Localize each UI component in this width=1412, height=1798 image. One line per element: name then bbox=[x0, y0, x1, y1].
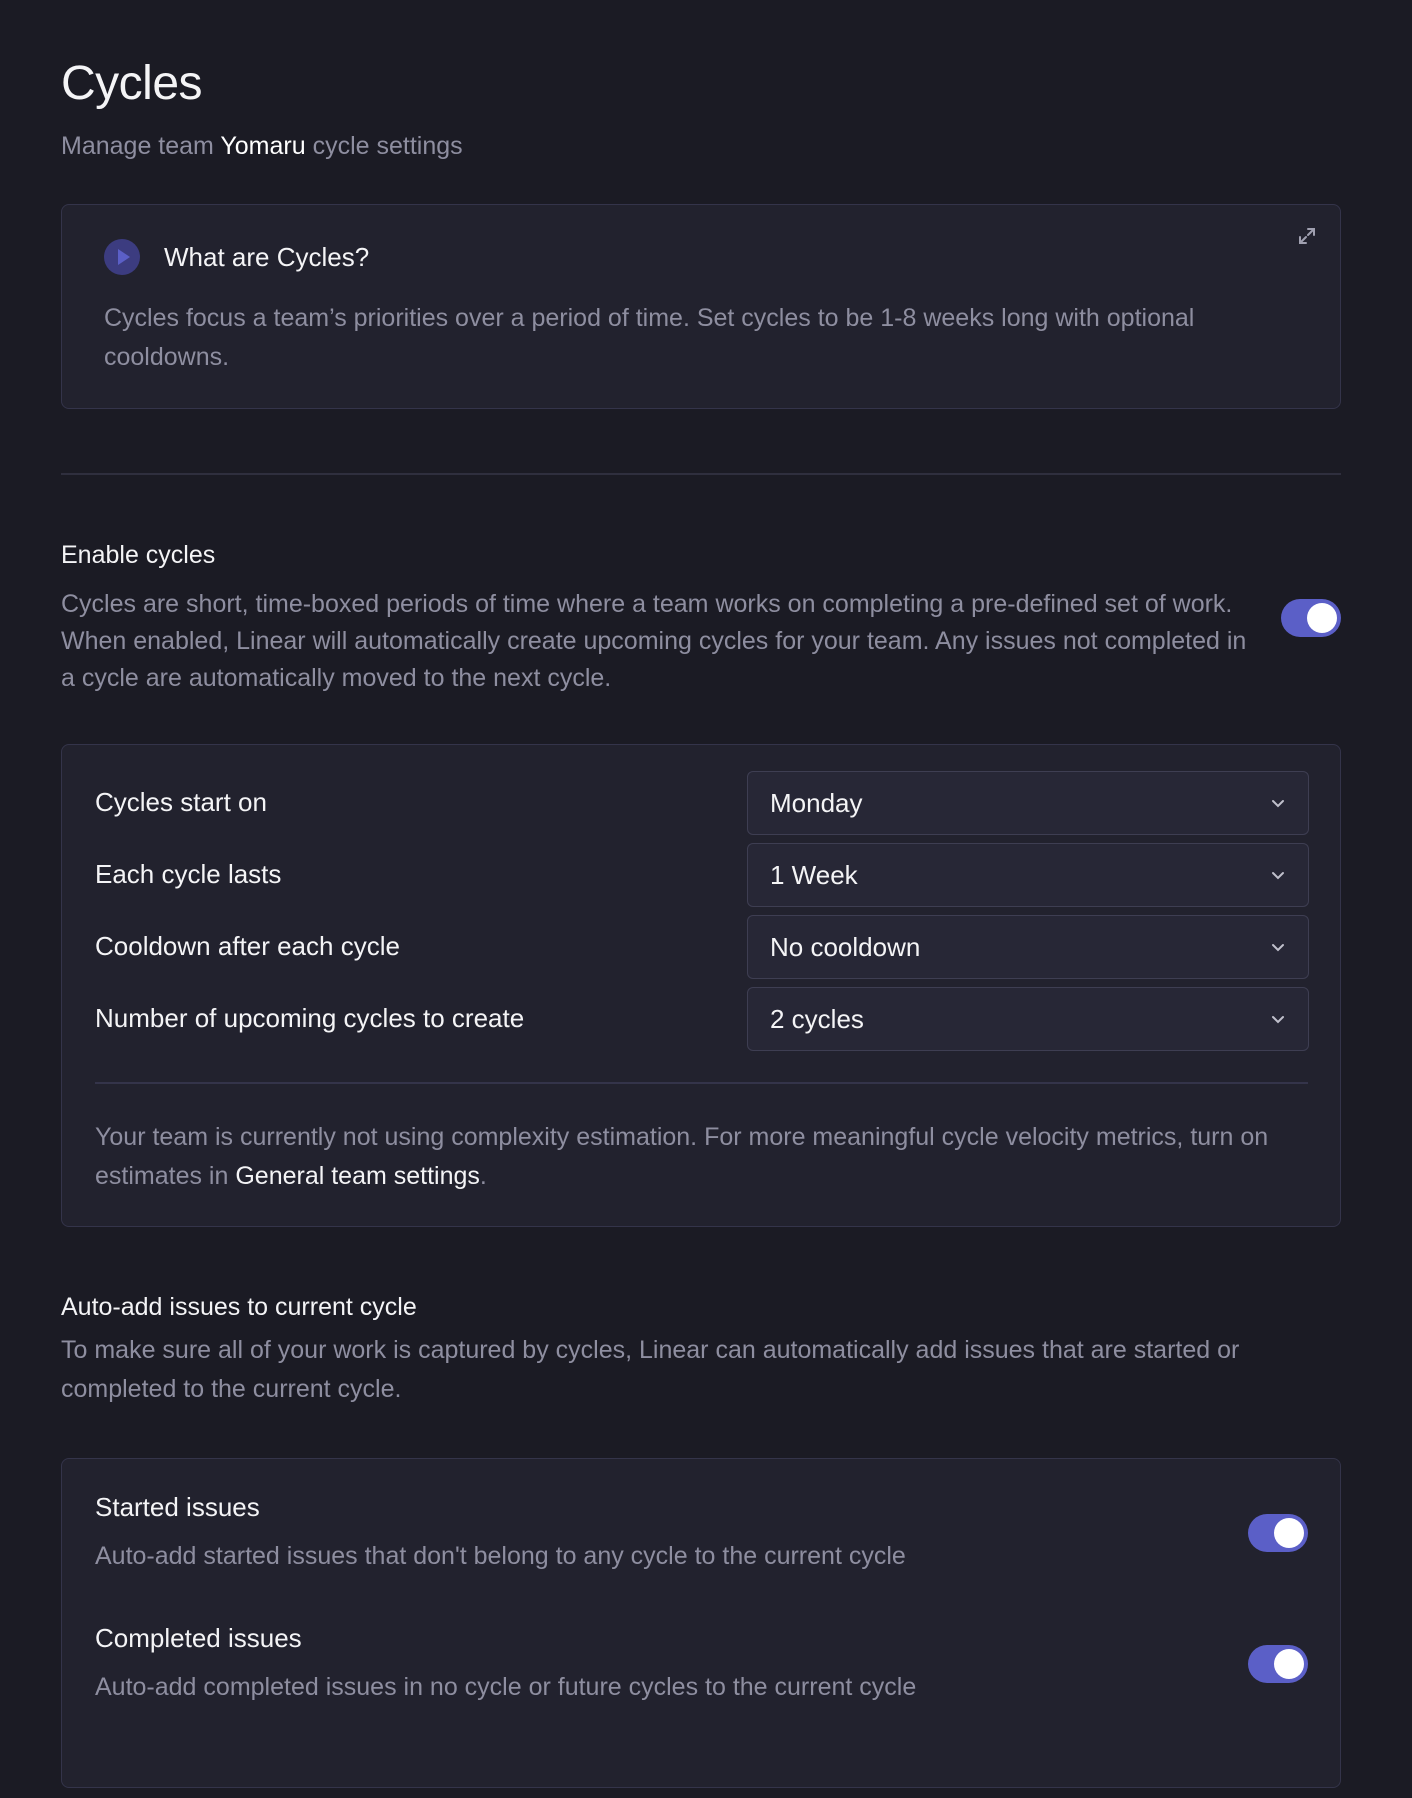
cycle-length-select[interactable] bbox=[747, 843, 1309, 907]
toggle-knob bbox=[1274, 1518, 1304, 1548]
info-card bbox=[61, 204, 1341, 409]
note-text: Your team is currently not using complexity estimation. For more meaningful cycle velocity metrics, turn on estimates in bbox=[95, 1123, 1269, 1190]
auto-add-description: To make sure all of your work is captured by cycles, Linear can automatically add issues that are started or completed to the current cycle. bbox=[61, 1336, 1240, 1403]
started-issues-description: Auto-add started issues that don't belong to any cycle to the current cycle bbox=[95, 1542, 906, 1570]
chevron-down-icon bbox=[1270, 796, 1286, 812]
info-card-title: What are Cycles? bbox=[164, 242, 370, 272]
cycle-settings-card bbox=[61, 744, 1341, 1227]
info-card-description: Cycles focus a team’s priorities over a period of time. Set cycles to be 1-8 weeks long with optional cooldowns. bbox=[104, 304, 1195, 371]
cycle-length-label: Each cycle lasts bbox=[95, 859, 282, 889]
cooldown-select[interactable] bbox=[747, 915, 1309, 979]
completed-issues-description: Auto-add completed issues in no cycle or future cycles to the current cycle bbox=[95, 1673, 917, 1701]
completed-issues-toggle[interactable] bbox=[1248, 1645, 1308, 1683]
cooldown-label: Cooldown after each cycle bbox=[95, 931, 400, 961]
upcoming-cycles-select[interactable] bbox=[747, 987, 1309, 1051]
upcoming-cycles-label: Number of upcoming cycles to create bbox=[95, 1003, 525, 1033]
enable-cycles-description: Cycles are short, time-boxed periods of time where a team works on completing a pre-defined set of work. When enabled, Linear will automatically create upcoming cycles for your team. Any issues not completed in a cycle are automatically moved to the next cycle. bbox=[61, 590, 1247, 692]
note-suffix: . bbox=[479, 1162, 487, 1190]
chevron-down-icon bbox=[1270, 1012, 1286, 1028]
select-value: 1 Week bbox=[770, 860, 858, 890]
auto-add-card bbox=[61, 1458, 1341, 1788]
enable-cycles-toggle[interactable] bbox=[1281, 599, 1341, 637]
select-value: 2 cycles bbox=[770, 1004, 864, 1034]
expand-icon[interactable] bbox=[1296, 225, 1318, 247]
general-team-settings-link[interactable]: General team settings bbox=[235, 1162, 480, 1190]
chevron-down-icon bbox=[1270, 940, 1286, 956]
page-subtitle bbox=[61, 132, 463, 161]
select-value: Monday bbox=[770, 788, 863, 818]
completed-issues-title: Completed issues bbox=[95, 1623, 302, 1653]
subtitle-prefix: Manage team bbox=[61, 132, 221, 160]
toggle-knob bbox=[1274, 1649, 1304, 1679]
started-issues-title: Started issues bbox=[95, 1492, 260, 1522]
auto-add-label: Auto-add issues to current cycle bbox=[61, 1293, 417, 1321]
page-title: Cycles bbox=[61, 57, 203, 110]
select-value: No cooldown bbox=[770, 932, 921, 962]
play-icon[interactable] bbox=[104, 239, 140, 275]
chevron-down-icon bbox=[1270, 868, 1286, 884]
subtitle-suffix: cycle settings bbox=[305, 132, 463, 160]
toggle-knob bbox=[1307, 603, 1337, 633]
team-name: Yomaru bbox=[220, 132, 306, 160]
cycles-start-on-select[interactable] bbox=[747, 771, 1309, 835]
settings-divider bbox=[95, 1082, 1308, 1084]
estimation-note bbox=[95, 1118, 1315, 1196]
started-issues-toggle[interactable] bbox=[1248, 1514, 1308, 1552]
section-divider bbox=[61, 473, 1341, 475]
cycles-start-on-label: Cycles start on bbox=[95, 787, 267, 817]
enable-cycles-label: Enable cycles bbox=[61, 541, 216, 569]
